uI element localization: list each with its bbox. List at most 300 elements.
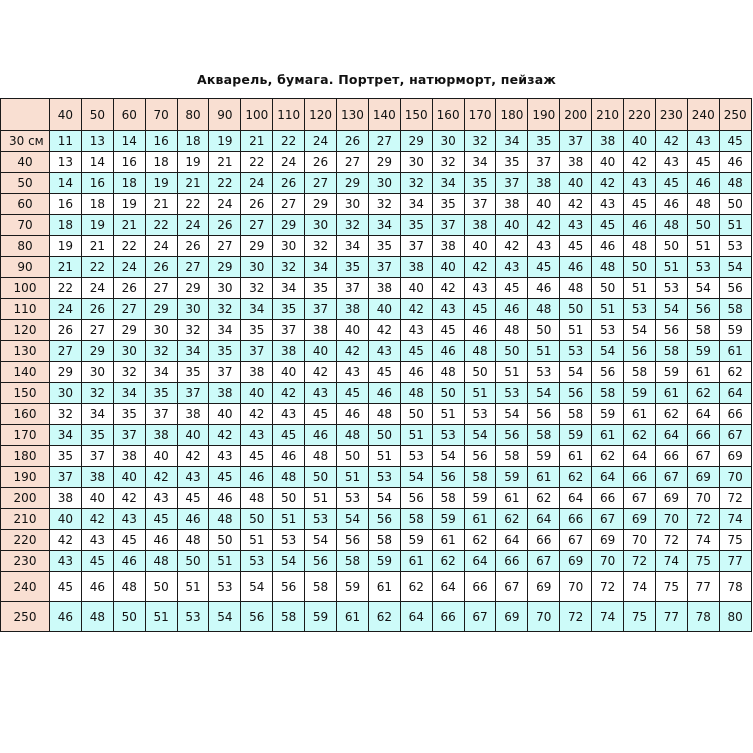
table-row [1, 425, 752, 446]
table-cell: 50 [687, 215, 719, 236]
table-cell: 45 [496, 278, 528, 299]
table-cell: 53 [337, 488, 369, 509]
table-cell: 54 [432, 446, 464, 467]
table-cell: 61 [592, 425, 624, 446]
table-cell: 45 [592, 215, 624, 236]
column-header: 200 [560, 99, 592, 131]
table-cell: 38 [337, 299, 369, 320]
table-cell: 26 [209, 215, 241, 236]
table-cell: 22 [113, 236, 145, 257]
table-cell: 21 [241, 131, 273, 152]
table-cell: 48 [496, 320, 528, 341]
table-cell: 24 [145, 236, 177, 257]
page-title: Акварель, бумага. Портрет, натюрморт, пейзаж [196, 72, 557, 87]
table-cell: 59 [496, 467, 528, 488]
table-cell: 26 [241, 194, 273, 215]
table-cell: 13 [50, 152, 82, 173]
table-cell: 59 [719, 320, 751, 341]
table-cell: 27 [50, 341, 82, 362]
table-cell: 34 [177, 341, 209, 362]
table-cell: 22 [273, 131, 305, 152]
table-cell: 27 [368, 131, 400, 152]
table-cell: 48 [655, 215, 687, 236]
table-cell: 50 [528, 320, 560, 341]
table-cell: 46 [50, 602, 82, 632]
table-cell: 58 [337, 551, 369, 572]
table-cell: 40 [400, 278, 432, 299]
table-cell: 22 [209, 173, 241, 194]
row-header: 180 [1, 446, 50, 467]
table-cell: 53 [687, 257, 719, 278]
table-cell: 45 [81, 551, 113, 572]
column-header: 130 [337, 99, 369, 131]
table-cell: 34 [50, 425, 82, 446]
column-header: 240 [687, 99, 719, 131]
row-header: 230 [1, 551, 50, 572]
table-cell: 70 [528, 602, 560, 632]
table-cell: 62 [719, 362, 751, 383]
table-cell: 46 [655, 194, 687, 215]
table-cell: 51 [719, 215, 751, 236]
table-cell: 21 [81, 236, 113, 257]
table-cell: 24 [209, 194, 241, 215]
row-header: 140 [1, 362, 50, 383]
table-row [1, 572, 752, 602]
table-row [1, 236, 752, 257]
table-row [1, 446, 752, 467]
table-cell: 22 [177, 194, 209, 215]
table-cell: 64 [400, 602, 432, 632]
table-cell: 46 [305, 425, 337, 446]
table-cell: 54 [464, 425, 496, 446]
table-cell: 54 [305, 530, 337, 551]
table-cell: 37 [400, 236, 432, 257]
table-cell: 80 [719, 602, 751, 632]
table-cell: 34 [113, 383, 145, 404]
table-cell: 58 [687, 320, 719, 341]
table-cell: 27 [241, 215, 273, 236]
table-cell: 21 [209, 152, 241, 173]
table-cell: 46 [273, 446, 305, 467]
table-cell: 32 [177, 320, 209, 341]
table-cell: 53 [305, 509, 337, 530]
column-header: 140 [368, 99, 400, 131]
table-cell: 53 [624, 299, 656, 320]
table-cell: 26 [145, 257, 177, 278]
table-cell: 38 [81, 467, 113, 488]
table-cell: 72 [719, 488, 751, 509]
table-cell: 24 [113, 257, 145, 278]
table-cell: 54 [592, 341, 624, 362]
table-cell: 62 [464, 530, 496, 551]
table-cell: 48 [464, 341, 496, 362]
table-cell: 42 [560, 194, 592, 215]
table-cell: 45 [305, 404, 337, 425]
table-cell: 32 [209, 299, 241, 320]
table-cell: 45 [209, 467, 241, 488]
table-cell: 42 [241, 404, 273, 425]
table-cell: 50 [368, 425, 400, 446]
table-cell: 38 [241, 362, 273, 383]
table-row [1, 299, 752, 320]
table-cell: 46 [145, 530, 177, 551]
table-cell: 18 [50, 215, 82, 236]
table-cell: 22 [50, 278, 82, 299]
table-cell: 59 [368, 551, 400, 572]
column-header: 80 [177, 99, 209, 131]
table-cell: 26 [81, 299, 113, 320]
table-cell: 40 [81, 488, 113, 509]
table-cell: 53 [528, 362, 560, 383]
table-cell: 42 [528, 215, 560, 236]
table-cell: 70 [592, 551, 624, 572]
table-cell: 27 [81, 320, 113, 341]
table-cell: 42 [655, 131, 687, 152]
table-cell: 38 [273, 341, 305, 362]
table-cell: 42 [177, 446, 209, 467]
table-cell: 43 [687, 131, 719, 152]
table-cell: 45 [560, 236, 592, 257]
table-cell: 58 [655, 341, 687, 362]
table-cell: 51 [464, 383, 496, 404]
table-cell: 37 [464, 194, 496, 215]
table-cell: 51 [624, 278, 656, 299]
table-row [1, 194, 752, 215]
table-cell: 38 [177, 404, 209, 425]
table-cell: 27 [209, 236, 241, 257]
table-cell: 43 [81, 530, 113, 551]
table-cell: 27 [145, 278, 177, 299]
table-cell: 37 [560, 131, 592, 152]
table-cell: 62 [560, 467, 592, 488]
table-cell: 32 [145, 341, 177, 362]
table-cell: 27 [273, 194, 305, 215]
table-cell: 40 [241, 383, 273, 404]
table-row [1, 320, 752, 341]
table-cell: 54 [209, 602, 241, 632]
table-cell: 70 [624, 530, 656, 551]
table-cell: 16 [113, 152, 145, 173]
table-cell: 53 [432, 425, 464, 446]
table-row [1, 152, 752, 173]
table-cell: 50 [624, 257, 656, 278]
table-cell: 56 [560, 383, 592, 404]
table-cell: 53 [241, 551, 273, 572]
row-header: 150 [1, 383, 50, 404]
table-cell: 48 [432, 362, 464, 383]
table-cell: 53 [496, 383, 528, 404]
table-cell: 29 [337, 173, 369, 194]
table-cell: 35 [305, 278, 337, 299]
table-cell: 30 [273, 236, 305, 257]
table-cell: 40 [337, 320, 369, 341]
row-header: 130 [1, 341, 50, 362]
table-cell: 61 [432, 530, 464, 551]
table-cell: 35 [177, 362, 209, 383]
table-cell: 59 [560, 425, 592, 446]
table-cell: 32 [464, 131, 496, 152]
table-cell: 35 [273, 299, 305, 320]
table-cell: 22 [81, 257, 113, 278]
table-cell: 62 [496, 509, 528, 530]
table-cell: 66 [496, 551, 528, 572]
corner-cell [1, 99, 50, 131]
table-cell: 34 [81, 404, 113, 425]
table-cell: 30 [337, 194, 369, 215]
table-cell: 69 [655, 488, 687, 509]
table-cell: 16 [50, 194, 82, 215]
table-cell: 51 [528, 341, 560, 362]
table-cell: 43 [50, 551, 82, 572]
row-header: 210 [1, 509, 50, 530]
table-cell: 51 [209, 551, 241, 572]
table-cell: 24 [273, 152, 305, 173]
table-cell: 67 [719, 425, 751, 446]
table-cell: 30 [400, 152, 432, 173]
table-cell: 34 [337, 236, 369, 257]
table-cell: 50 [496, 341, 528, 362]
table-cell: 45 [50, 572, 82, 602]
column-header: 170 [464, 99, 496, 131]
table-cell: 30 [209, 278, 241, 299]
table-cell: 58 [368, 530, 400, 551]
table-cell: 45 [241, 446, 273, 467]
table-cell: 34 [368, 215, 400, 236]
table-cell: 38 [432, 236, 464, 257]
table-cell: 66 [719, 404, 751, 425]
table-cell: 50 [337, 446, 369, 467]
table-cell: 48 [719, 173, 751, 194]
row-header: 190 [1, 467, 50, 488]
table-cell: 35 [464, 173, 496, 194]
table-row [1, 551, 752, 572]
table-cell: 43 [432, 299, 464, 320]
table-cell: 66 [560, 509, 592, 530]
table-cell: 16 [81, 173, 113, 194]
table-cell: 54 [368, 488, 400, 509]
table-cell: 43 [528, 236, 560, 257]
column-header: 220 [624, 99, 656, 131]
table-cell: 35 [496, 152, 528, 173]
table-cell: 19 [113, 194, 145, 215]
table-cell: 48 [337, 425, 369, 446]
table-cell: 69 [560, 551, 592, 572]
table-cell: 14 [113, 131, 145, 152]
table-cell: 26 [337, 131, 369, 152]
table-cell: 42 [81, 509, 113, 530]
table-cell: 58 [400, 509, 432, 530]
row-header: 110 [1, 299, 50, 320]
table-row [1, 341, 752, 362]
table-cell: 37 [368, 257, 400, 278]
table-cell: 61 [496, 488, 528, 509]
table-cell: 62 [624, 425, 656, 446]
table-cell: 37 [145, 404, 177, 425]
table-cell: 21 [145, 194, 177, 215]
table-cell: 51 [337, 467, 369, 488]
table-cell: 37 [337, 278, 369, 299]
table-cell: 54 [719, 257, 751, 278]
table-cell: 34 [432, 173, 464, 194]
table-cell: 48 [209, 509, 241, 530]
table-cell: 61 [368, 572, 400, 602]
table-cell: 42 [496, 236, 528, 257]
table-cell: 61 [337, 602, 369, 632]
column-header: 40 [50, 99, 82, 131]
table-cell: 35 [368, 236, 400, 257]
table-cell: 75 [655, 572, 687, 602]
table-cell: 75 [624, 602, 656, 632]
table-cell: 72 [592, 572, 624, 602]
table-cell: 48 [560, 278, 592, 299]
table-cell: 54 [687, 278, 719, 299]
table-cell: 69 [687, 467, 719, 488]
row-header: 80 [1, 236, 50, 257]
table-cell: 38 [50, 488, 82, 509]
table-cell: 67 [687, 446, 719, 467]
table-cell: 45 [719, 131, 751, 152]
table-cell: 69 [624, 509, 656, 530]
table-cell: 61 [400, 551, 432, 572]
table-cell: 66 [624, 467, 656, 488]
table-cell: 50 [305, 467, 337, 488]
table-cell: 56 [368, 509, 400, 530]
table-cell: 42 [592, 173, 624, 194]
table-cell: 37 [305, 299, 337, 320]
table-cell: 74 [719, 509, 751, 530]
table-cell: 29 [50, 362, 82, 383]
table-cell: 61 [624, 404, 656, 425]
table-cell: 38 [305, 320, 337, 341]
table-cell: 69 [592, 530, 624, 551]
table-cell: 43 [624, 173, 656, 194]
table-cell: 19 [50, 236, 82, 257]
table-cell: 51 [305, 488, 337, 509]
row-header: 70 [1, 215, 50, 236]
table-cell: 46 [241, 467, 273, 488]
table-row [1, 467, 752, 488]
table-cell: 64 [496, 530, 528, 551]
table-cell: 54 [624, 320, 656, 341]
table-cell: 43 [241, 425, 273, 446]
table-cell: 35 [337, 257, 369, 278]
table-cell: 46 [113, 551, 145, 572]
table-cell: 78 [687, 602, 719, 632]
table-cell: 67 [560, 530, 592, 551]
table-cell: 38 [400, 257, 432, 278]
table-cell: 59 [592, 404, 624, 425]
table-row [1, 404, 752, 425]
row-header: 120 [1, 320, 50, 341]
header-row [1, 99, 752, 131]
table-cell: 45 [624, 194, 656, 215]
column-header: 160 [432, 99, 464, 131]
table-cell: 46 [624, 215, 656, 236]
table-cell: 42 [273, 383, 305, 404]
table-cell: 40 [592, 152, 624, 173]
table-cell: 14 [81, 152, 113, 173]
table-cell: 64 [464, 551, 496, 572]
table-cell: 24 [50, 299, 82, 320]
table-cell: 34 [145, 362, 177, 383]
table-cell: 40 [113, 467, 145, 488]
table-cell: 48 [400, 383, 432, 404]
column-header: 50 [81, 99, 113, 131]
table-cell: 35 [113, 404, 145, 425]
table-cell: 48 [145, 551, 177, 572]
table-cell: 40 [177, 425, 209, 446]
table-cell: 19 [209, 131, 241, 152]
table-cell: 29 [209, 257, 241, 278]
table-cell: 35 [400, 215, 432, 236]
table-cell: 59 [528, 446, 560, 467]
table-cell: 67 [528, 551, 560, 572]
table-cell: 21 [177, 173, 209, 194]
table-cell: 50 [655, 236, 687, 257]
table-cell: 66 [528, 530, 560, 551]
table-cell: 34 [209, 320, 241, 341]
table-cell: 61 [464, 509, 496, 530]
table-cell: 42 [464, 257, 496, 278]
table-cell: 56 [464, 446, 496, 467]
table-cell: 34 [273, 278, 305, 299]
table-cell: 46 [464, 320, 496, 341]
table-cell: 27 [305, 173, 337, 194]
table-cell: 30 [50, 383, 82, 404]
table-row [1, 215, 752, 236]
table-cell: 64 [592, 467, 624, 488]
table-cell: 37 [81, 446, 113, 467]
column-header: 210 [592, 99, 624, 131]
table-cell: 32 [337, 215, 369, 236]
table-cell: 30 [177, 299, 209, 320]
table-cell: 51 [273, 509, 305, 530]
table-cell: 51 [592, 299, 624, 320]
table-cell: 26 [305, 152, 337, 173]
table-cell: 62 [400, 572, 432, 602]
table-cell: 24 [305, 131, 337, 152]
table-cell: 59 [305, 602, 337, 632]
table-cell: 26 [177, 236, 209, 257]
table-cell: 59 [655, 362, 687, 383]
table-cell: 45 [432, 320, 464, 341]
table-cell: 32 [81, 383, 113, 404]
table-cell: 37 [496, 173, 528, 194]
table-cell: 45 [273, 425, 305, 446]
table-cell: 42 [305, 362, 337, 383]
table-cell: 38 [560, 152, 592, 173]
table-cell: 30 [368, 173, 400, 194]
table-cell: 59 [464, 488, 496, 509]
table-cell: 53 [177, 602, 209, 632]
column-header: 70 [145, 99, 177, 131]
table-cell: 46 [368, 383, 400, 404]
table-cell: 56 [496, 425, 528, 446]
table-cell: 56 [592, 362, 624, 383]
table-cell: 56 [337, 530, 369, 551]
price-table [0, 98, 752, 632]
table-cell: 59 [432, 509, 464, 530]
table-cell: 45 [337, 383, 369, 404]
table-cell: 67 [592, 509, 624, 530]
table-cell: 18 [177, 131, 209, 152]
table-cell: 32 [113, 362, 145, 383]
table-cell: 32 [305, 236, 337, 257]
table-cell: 56 [400, 488, 432, 509]
table-cell: 35 [209, 341, 241, 362]
table-cell: 46 [719, 152, 751, 173]
table-cell: 66 [655, 446, 687, 467]
